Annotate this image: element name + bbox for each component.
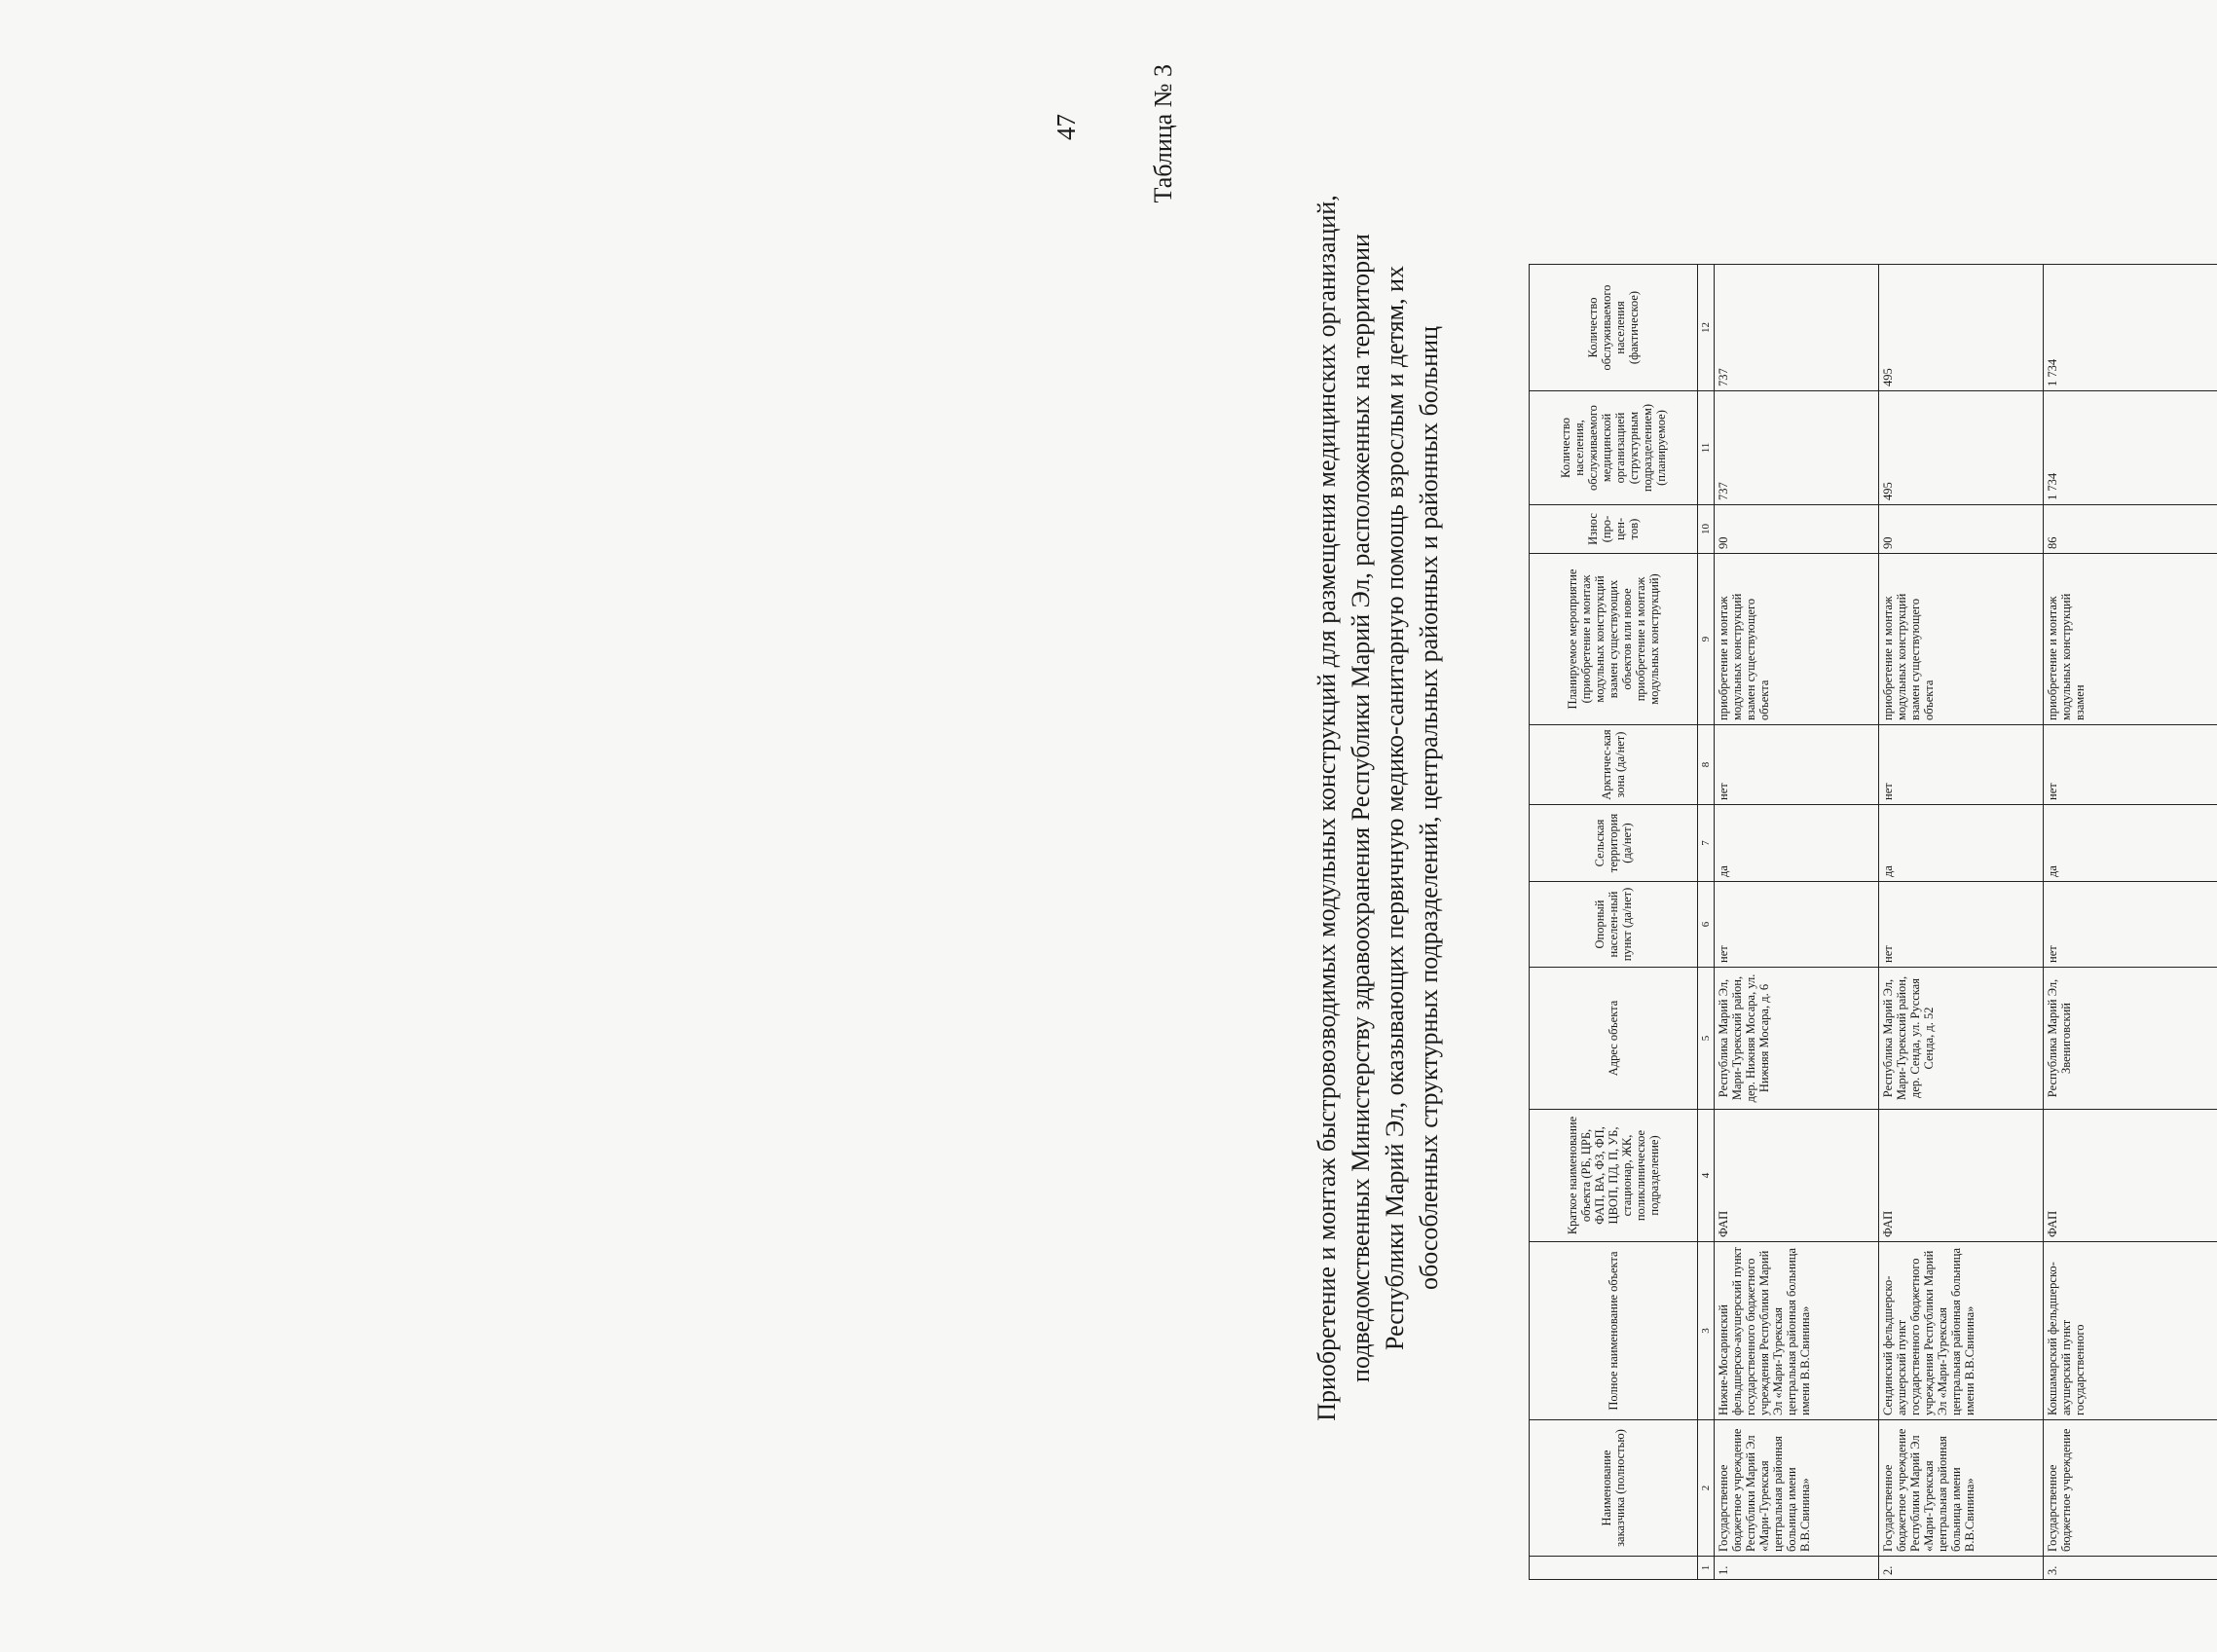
address-cell: Республика Марий Эл, Мари-Турекский район, дер. Нижняя Мосара, ул. Нижняя Мосара, д. 6 (1715, 968, 1879, 1110)
customer-cell: Государственное бюджетное учреждение (2044, 1420, 2217, 1557)
short-name-cell: ФАП (2044, 1110, 2217, 1242)
planned-population-cell: 1 734 (2044, 391, 2217, 505)
customer-cell: Государственное бюджетное учреждение Республики Марий Эл «Мари-Турекская центральная районная больница имени В.В.Свинина» (1879, 1420, 2044, 1557)
planned-population-cell: 737 (1715, 391, 1879, 505)
measure-cell: приобретение и монтаж модульных конструкций взамен существующего объекта (1715, 554, 1879, 725)
header-cell: Планируемое мероприятие (приобретение и монтаж модульных конструкций взамен существующих объектов или новое приобретение и монтаж модульных конструкций) (1530, 554, 1698, 725)
column-number: 6 (1698, 882, 1715, 968)
header-cell: Количество обслуживаемого населения (фактическое) (1530, 265, 1698, 391)
table-row (1715, 265, 1879, 1580)
actual-population-cell: 495 (1879, 265, 2044, 391)
measure-cell: приобретение и монтаж модульных конструкций взамен существующего объекта (1879, 554, 2044, 725)
short-name-cell: ФАП (1879, 1110, 2044, 1242)
table-row (2044, 265, 2217, 1580)
header-cell: Сельская территория (да/нет) (1530, 805, 1698, 882)
column-number: 5 (1698, 968, 1715, 1110)
row-number: 1. (1715, 1557, 1879, 1580)
support-settlement-cell: нет (1715, 882, 1879, 968)
page-number: 47 (1052, 114, 1081, 140)
row-number: 3. (2044, 1557, 2217, 1580)
column-number: 8 (1698, 725, 1715, 805)
arctic-cell: нет (2044, 725, 2217, 805)
header-cell: Адрес объекта (1530, 968, 1698, 1110)
column-number: 12 (1698, 265, 1715, 391)
column-number: 1 (1698, 1557, 1715, 1580)
document-title: Приобретение и монтаж быстровозводимых модульных конструкций для размещения медицинских организаций, подведомственных Министерству здравоохранения Республики Марий Эл, расположенных на территории Республики Марий Эл, оказывающих первичную медико-санитарную помощь взрослым и детям, их обособленных структурных подразделений, центральных районных и районных больниц (1312, 195, 1443, 1421)
column-number: 7 (1698, 805, 1715, 882)
full-name-cell: Сендинский фельдшерско-акушерский пункт государственного бюджетного учреждения Республики Марий Эл «Мари-Турекская центральная районная больница имени В.В.Свинина» (1879, 1242, 2044, 1420)
table-label: Таблица № 3 (1149, 64, 1177, 203)
table-header-row (1530, 265, 1698, 1580)
header-cell: Краткое наименование объекта (РБ, ЦРБ, ФАП, ВА, ФЗ, ФП, ЦВОП, ПД, П, УБ, стационар, ЖК, поликлиническое подразделение) (1530, 1110, 1698, 1242)
wear-cell: 90 (1879, 505, 2044, 554)
full-name-cell: Нижне-Мосаринский фельдшерско-акушерский пункт государственного бюджетного учреждения Республики Марий Эл «Мари-Турекская центральная районная больница имени В.В.Свинина» (1715, 1242, 1879, 1420)
column-number: 10 (1698, 505, 1715, 554)
column-number: 3 (1698, 1242, 1715, 1420)
rural-cell: да (2044, 805, 2217, 882)
column-number: 9 (1698, 554, 1715, 725)
support-settlement-cell: нет (1879, 882, 2044, 968)
address-cell: Республика Марий Эл, Звениговский (2044, 968, 2217, 1110)
arctic-cell: нет (1879, 725, 2044, 805)
wear-cell: 90 (1715, 505, 1879, 554)
arctic-cell: нет (1715, 725, 1879, 805)
header-cell: Износ (про-цен-тов) (1530, 505, 1698, 554)
data-table (1529, 264, 2217, 1580)
actual-population-cell: 737 (1715, 265, 1879, 391)
header-cell: Полное наименование объекта (1530, 1242, 1698, 1420)
column-number: 4 (1698, 1110, 1715, 1242)
table-row (1879, 265, 2044, 1580)
rural-cell: да (1879, 805, 2044, 882)
column-number: 2 (1698, 1420, 1715, 1557)
header-cell: Арктичес-кая зона (да/нет) (1530, 725, 1698, 805)
measure-cell: приобретение и монтаж модульных конструкций взамен (2044, 554, 2217, 725)
wear-cell: 86 (2044, 505, 2217, 554)
support-settlement-cell: нет (2044, 882, 2217, 968)
column-number-row (1698, 265, 1715, 1580)
column-number: 11 (1698, 391, 1715, 505)
header-cell (1530, 1557, 1698, 1580)
customer-cell: Государственное бюджетное учреждение Республики Марий Эл «Мари-Турекская центральная районная больница имени В.В.Свинина» (1715, 1420, 1879, 1557)
full-name-cell: Кокшамарский фельдшерско-акушерский пункт государственного (2044, 1242, 2217, 1420)
planned-population-cell: 495 (1879, 391, 2044, 505)
address-cell: Республика Марий Эл, Мари-Турекский район, дер. Сенда, ул. Русская Сенда, д. 52 (1879, 968, 2044, 1110)
header-cell: Количество населения, обслуживаемого медицинской организацией (структурным подразделением) (планируемое) (1530, 391, 1698, 505)
rotated-page-content (1090, 39, 2181, 1616)
actual-population-cell: 1 734 (2044, 265, 2217, 391)
rural-cell: да (1715, 805, 1879, 882)
header-cell: Опорный населен-ный пункт (да/нет) (1530, 882, 1698, 968)
short-name-cell: ФАП (1715, 1110, 1879, 1242)
row-number: 2. (1879, 1557, 2044, 1580)
header-cell: Наименование заказчика (полностью) (1530, 1420, 1698, 1557)
